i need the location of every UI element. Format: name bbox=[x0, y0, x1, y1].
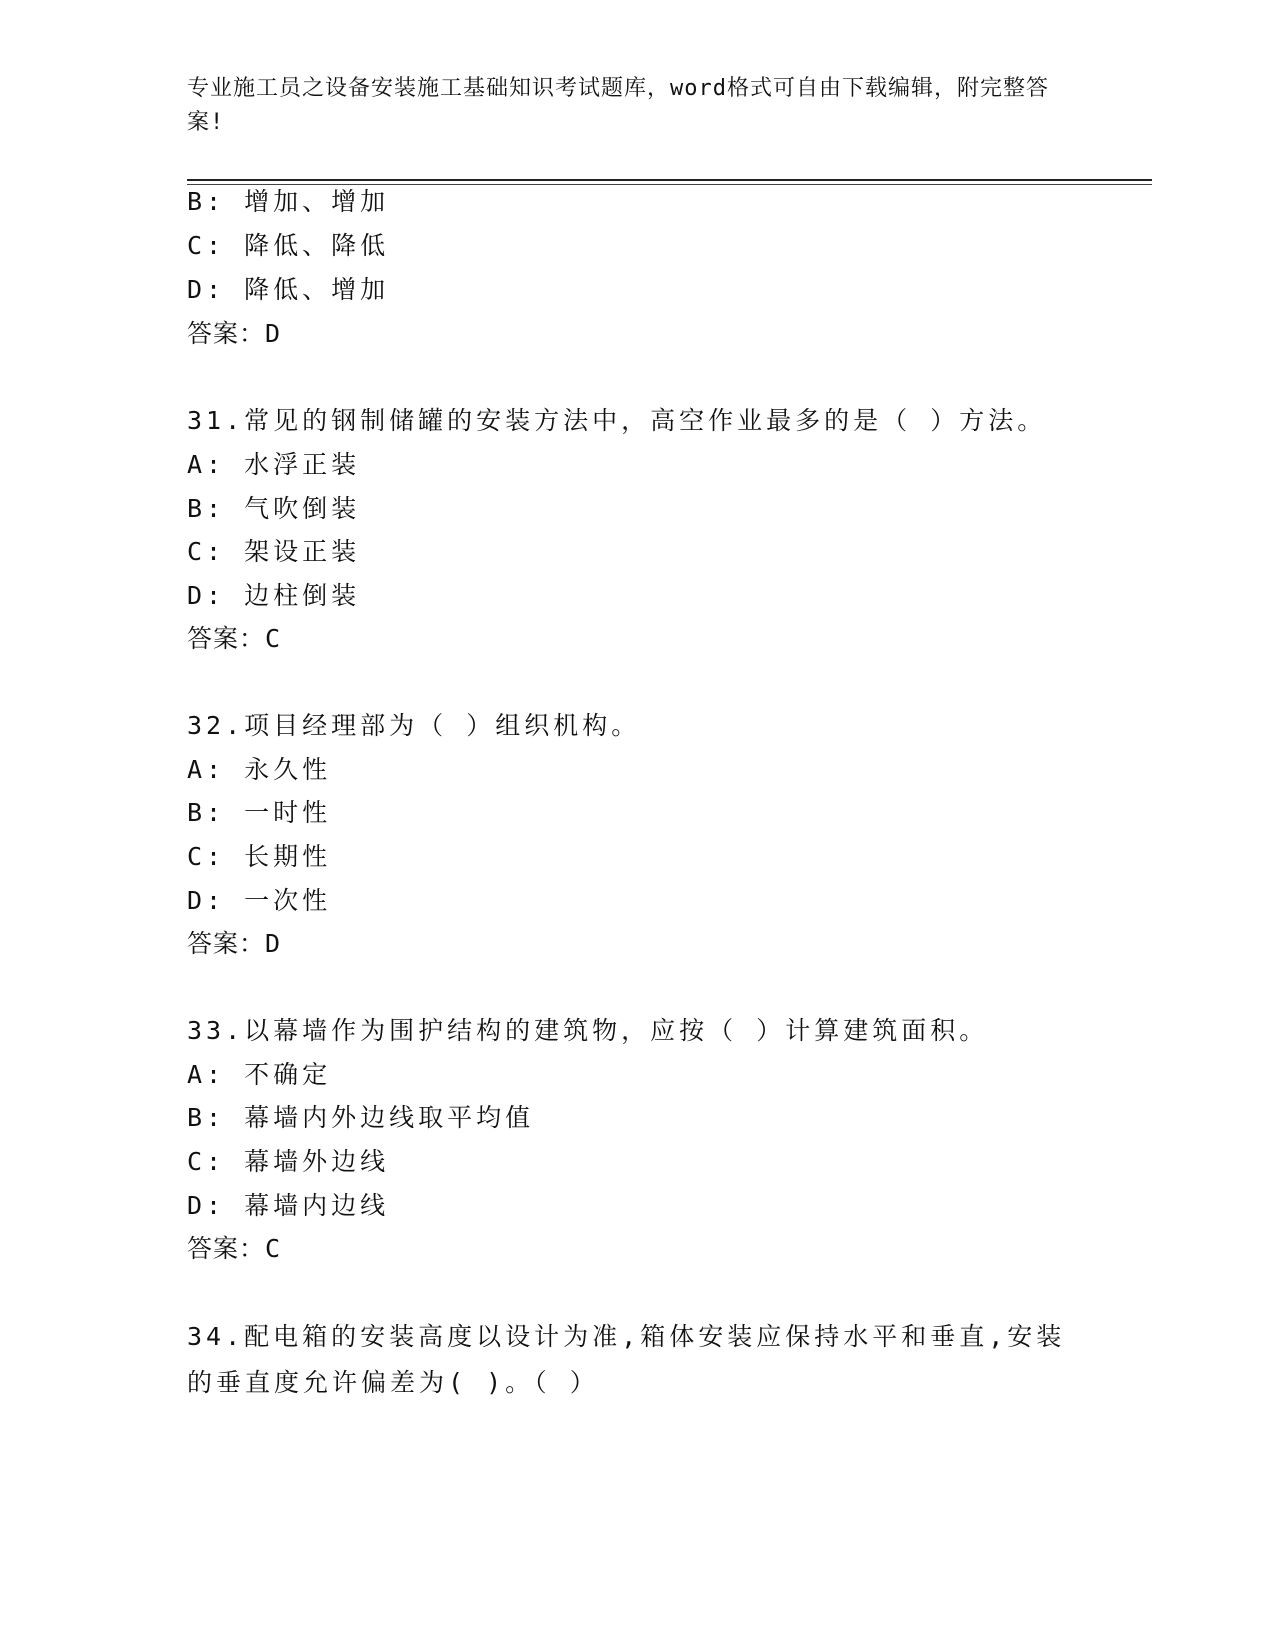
question-34-text: 34.配电箱的安装高度以设计为准,箱体安装应保持水平和垂直,安装的垂直度允许偏差为( )。（ ） bbox=[187, 1322, 1066, 1397]
question-32-option-d: D: 一次性 bbox=[187, 886, 332, 915]
question-31-option-a: A: 水浮正装 bbox=[187, 450, 361, 479]
option-c: C: 降低、降低 bbox=[187, 231, 390, 260]
question-33-answer: 答案：C bbox=[187, 1234, 282, 1263]
header-divider-thick bbox=[187, 179, 1152, 181]
option-b: B: 增加、增加 bbox=[187, 187, 390, 216]
option-d: D: 降低、增加 bbox=[187, 275, 390, 304]
question-33-option-b: B: 幕墙内外边线取平均值 bbox=[187, 1103, 535, 1132]
question-33-option-d: D: 幕墙内边线 bbox=[187, 1191, 390, 1220]
question-31-text: 31.常见的钢制储罐的安装方法中，高空作业最多的是（ ）方法。 bbox=[187, 406, 1047, 435]
question-32-option-c: C: 长期性 bbox=[187, 842, 332, 871]
question-33-text: 33.以幕墙作为围护结构的建筑物，应按（ ）计算建筑面积。 bbox=[187, 1016, 989, 1045]
question-33-option-a: A: 不确定 bbox=[187, 1060, 332, 1089]
question-31-option-d: D: 边柱倒装 bbox=[187, 581, 361, 610]
document-header-title: 专业施工员之设备安装施工基础知识考试题库，word格式可自由下载编辑，附完整答案! bbox=[187, 76, 1049, 135]
question-31-option-c: C: 架设正装 bbox=[187, 537, 361, 566]
question-32-option-a: A: 永久性 bbox=[187, 755, 332, 784]
question-31-answer: 答案：C bbox=[187, 624, 282, 653]
header-divider-thin bbox=[187, 184, 1152, 185]
question-31-option-b: B: 气吹倒装 bbox=[187, 494, 361, 523]
question-32-option-b: B: 一时性 bbox=[187, 798, 332, 827]
answer-line: 答案：D bbox=[187, 319, 282, 348]
question-32-text: 32.项目经理部为（ ）组织机构。 bbox=[187, 711, 641, 740]
question-33-option-c: C: 幕墙外边线 bbox=[187, 1147, 390, 1176]
question-32-answer: 答案：D bbox=[187, 929, 282, 958]
